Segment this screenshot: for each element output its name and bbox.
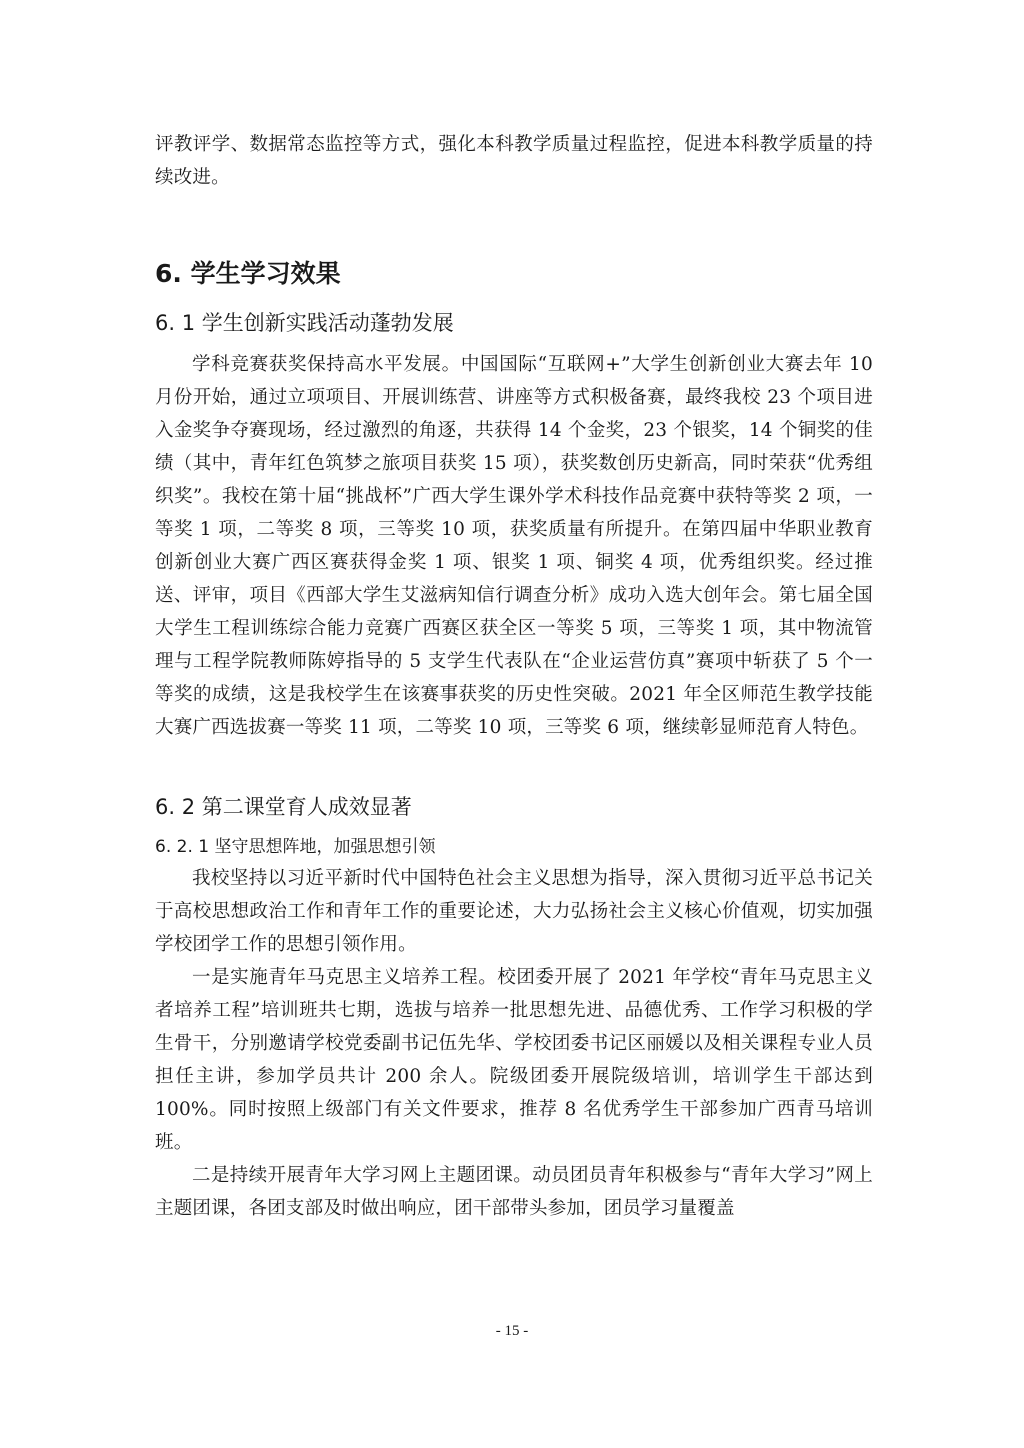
paragraph-ideology: 我校坚持以习近平新时代中国特色社会主义思想为指导，深入贯彻习近平总书记关于高校思想政治工作和青年工作的重要论述，大力弘扬社会主义核心价值观，切实加强学校团学工作的思想引领作用。 bbox=[155, 868, 873, 955]
page-number: - 15 - bbox=[495, 1323, 529, 1339]
subsection-heading-6-2: 6. 2 第二课堂育人成效显著 bbox=[155, 795, 412, 819]
section-heading-6: 6. 学生学习效果 bbox=[155, 259, 341, 288]
page-content bbox=[155, 128, 873, 1225]
paragraph-competitions: 学科竞赛获奖保持高水平发展。中国国际“互联网+”大学生创新创业大赛去年 10 月份开始，通过立项项目、开展训练营、讲座等方式积极备赛，最终我校 23 个项目进入金奖争夺赛现场，经过激烈的角逐，共获得 14 个金奖，23 个银奖，14 个铜奖的佳绩（其中，青年红色筑梦之旅项目获奖 15 项），获奖数创历史新高，同时荣获“优秀组织奖”。我校在第十届“挑战杯”广西大学生课外学术科技作品竞赛中获特等奖 2 项，一等奖 1 项，二等奖 8 项，三等奖 10 项，获奖质量有所提升。在第四届中华职业教育创新创业大赛广西区赛获得金奖 1 项、银奖 1 项、铜奖 4 项，优秀组织奖。经过推送、评审，项目《西部大学生艾滋病知信行调查分析》成功入选大创年会。第七届全国大学生工程训练综合能力竞赛广西赛区获全区一等奖 5 项，三等奖 1 项，其中物流管理与工程学院教师陈婷指导的 5 支学生代表队在“企业运营仿真”赛项中斩获了 5 个一等奖的成绩，这是我校学生在该赛事获奖的历史性突破。2021 年全区师范生教学技能大赛广西选拔赛一等奖 11 项，二等奖 10 项，三等奖 6 项，继续彰显师范育人特色。 bbox=[155, 354, 873, 738]
paragraph-continued: 评教评学、数据常态监控等方式，强化本科教学质量过程监控，促进本科教学质量的持续改进。 bbox=[155, 134, 873, 188]
paragraph-youth-study: 二是持续开展青年大学习网上主题团课。动员团员青年积极参与“青年大学习”网上主题团课，各团支部及时做出响应，团干部带头参加，团员学习量覆盖 bbox=[155, 1165, 873, 1219]
subsection-heading-6-1: 6. 1 学生创新实践活动蓬勃发展 bbox=[155, 311, 454, 335]
paragraph-marxism-program: 一是实施青年马克思主义培养工程。校团委开展了 2021 年学校“青年马克思主义者培养工程”培训班共七期，选拔与培养一批思想先进、品德优秀、工作学习积极的学生骨干，分别邀请学校党委副书记伍先华、学校团委书记区丽媛以及相关课程专业人员担任主讲，参加学员共计 200 余人。院级团委开展院级培训，培训学生干部达到 100%。同时按照上级部门有关文件要求，推荐 8 名优秀学生干部参加广西青马培训班。 bbox=[155, 967, 873, 1153]
subsubsection-heading-6-2-1: 6. 2. 1 坚守思想阵地，加强思想引领 bbox=[155, 837, 436, 857]
